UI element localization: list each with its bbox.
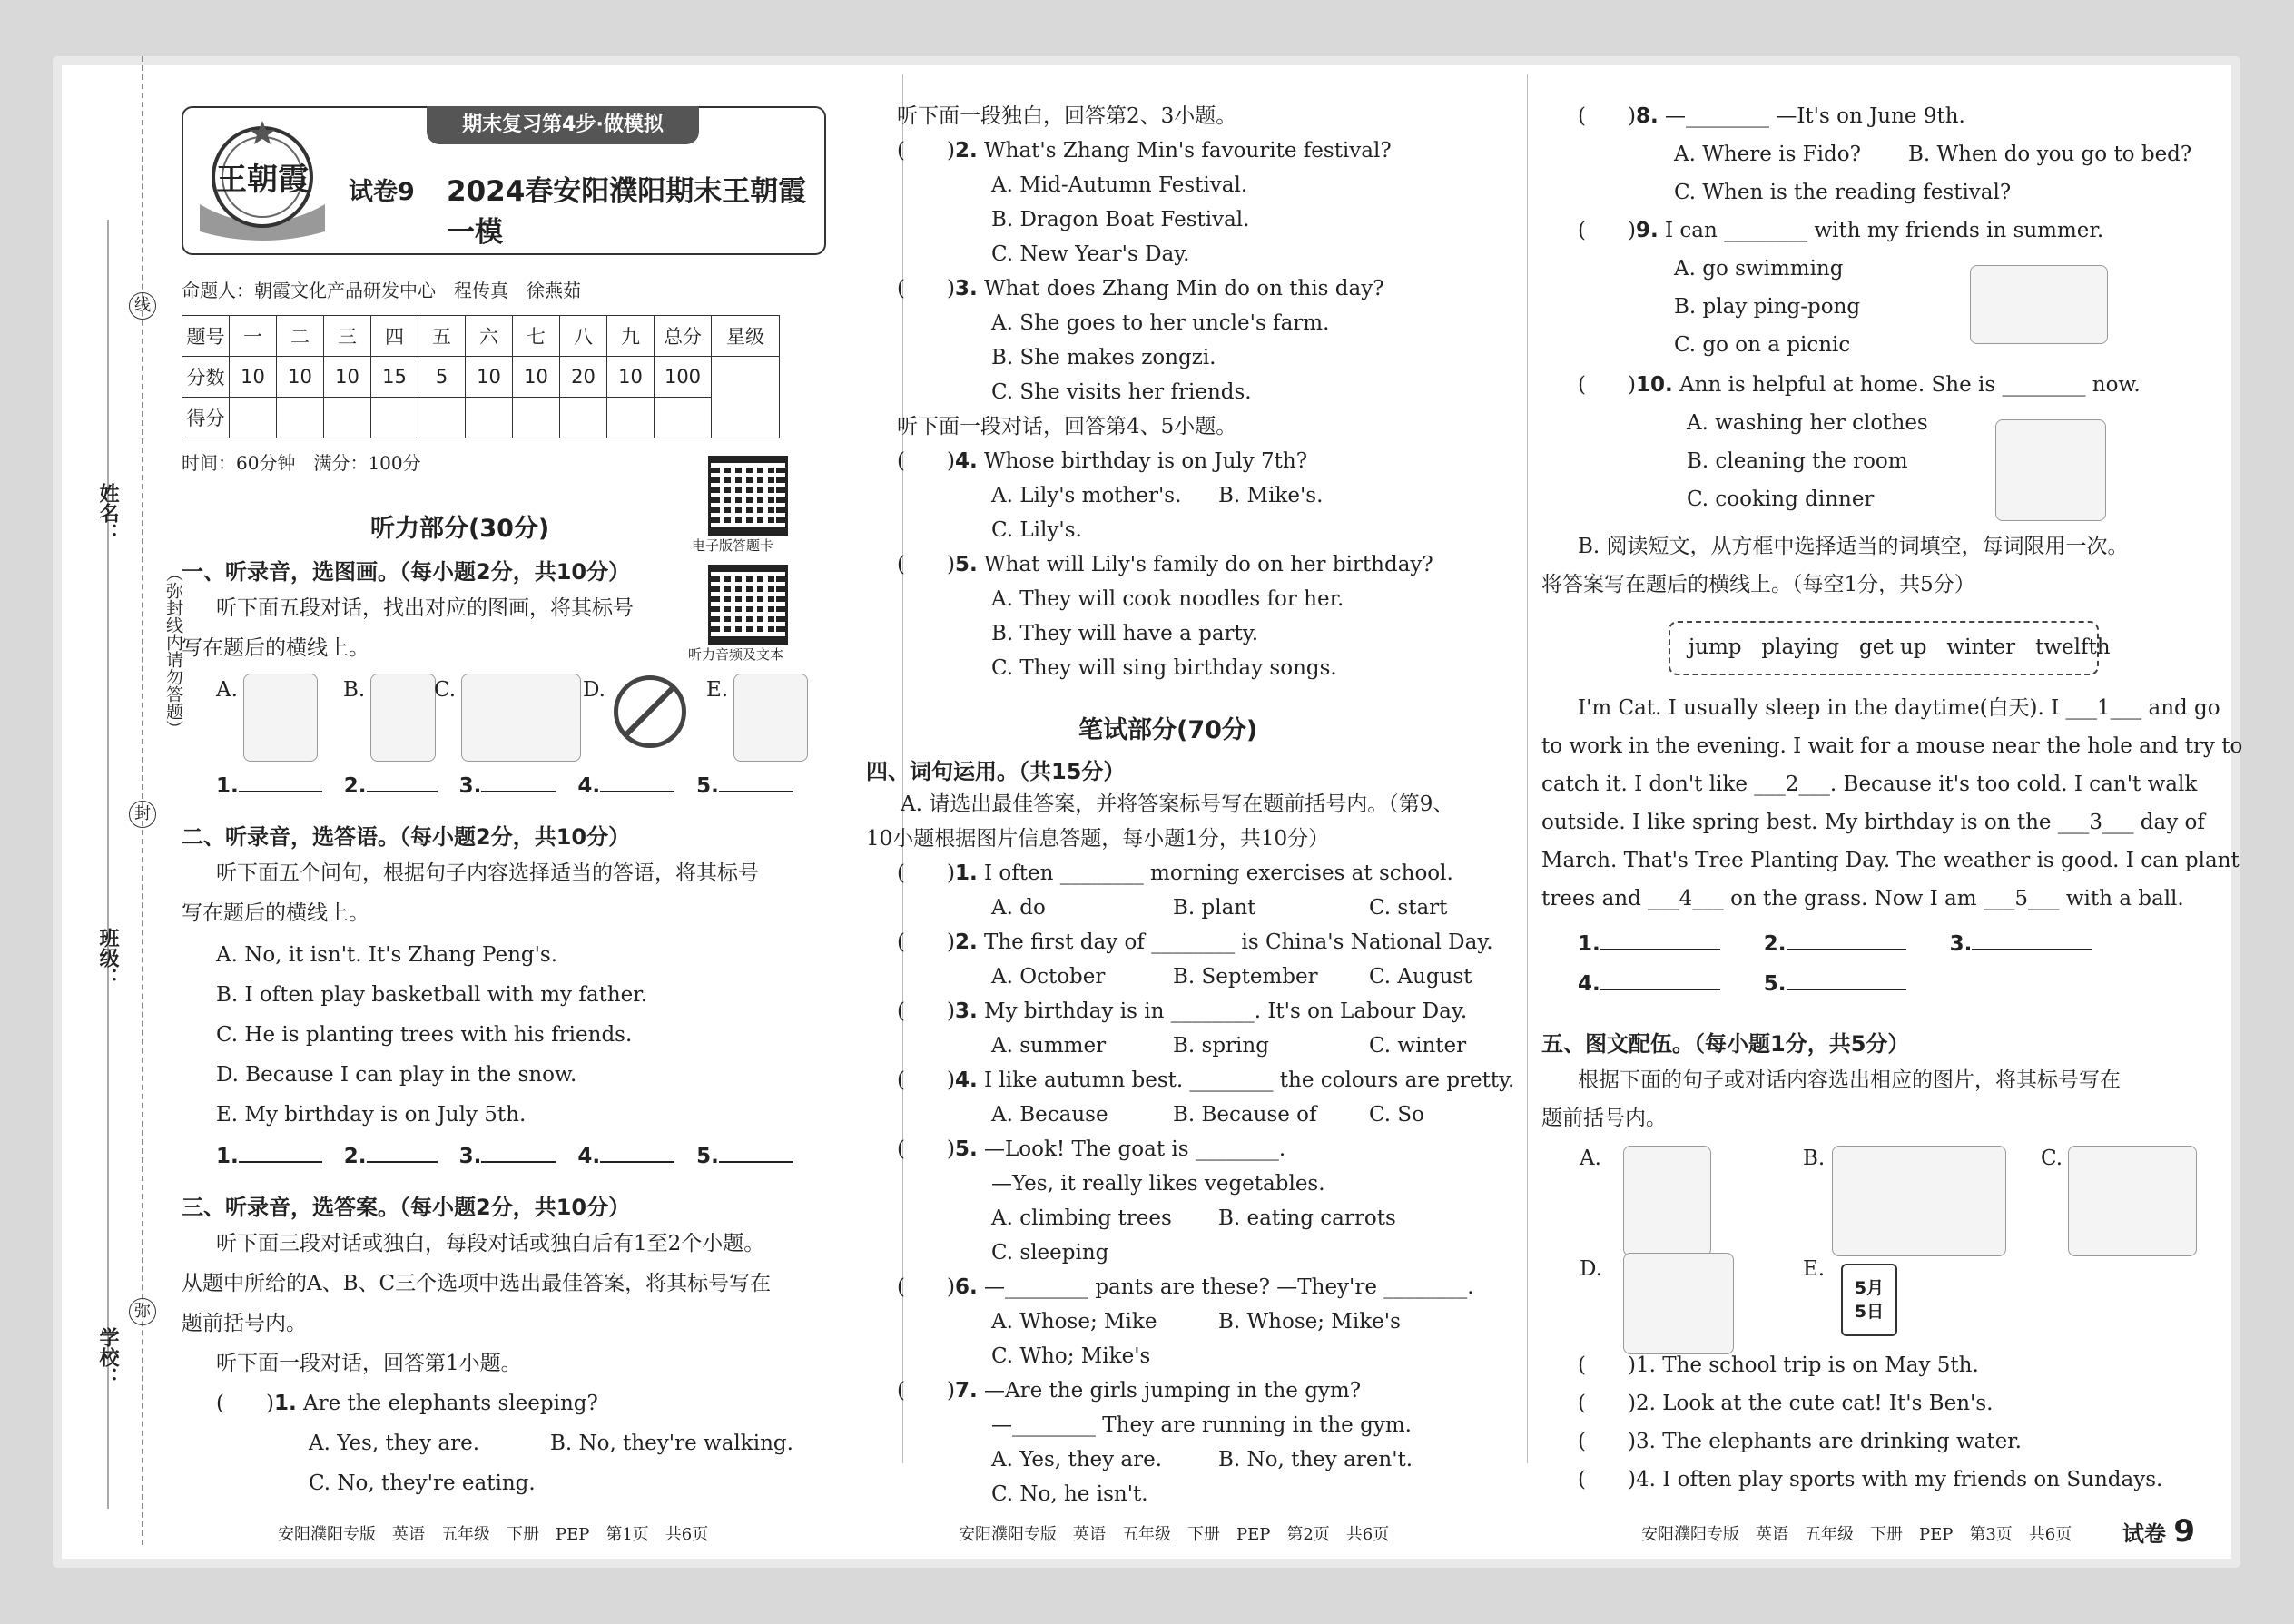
s3-option: C. She visits her friends. (991, 380, 1252, 404)
s4-q1: ( )1. I often ________ morning exercises at school. (897, 861, 1453, 885)
section5-desc: 根据下面的句子或对话内容选出相应的图片，将其标号写在 (1578, 1068, 2121, 1092)
pic-label: B. (343, 678, 366, 702)
s3-option: B. They will have a party. (991, 622, 1259, 645)
s4-option: B. When do you go to bed? (1908, 143, 2192, 166)
time-limit: 时间：60分钟 满分：100分 (182, 452, 421, 474)
s4-option: A. Where is Fido? (1674, 143, 1861, 166)
section2-desc: 听下面五个问句，根据句子内容选择适当的答语，将其标号 (216, 861, 759, 885)
passage-line: catch it. I don't like ___2___. Because it's too cold. I can't walk (1541, 773, 2198, 796)
pic-label: A. (216, 678, 238, 702)
no-smoking-icon (614, 675, 686, 748)
section4-title: 四、词句运用。（共15分） (866, 759, 1126, 784)
section3-desc: 从题中所给的A、B、C三个选项中选出最佳答案，将其标号写在 (182, 1272, 772, 1295)
pic-label: D. (583, 678, 605, 702)
seal-mi: 弥 (129, 1298, 156, 1325)
picture-a (243, 674, 318, 762)
partB-desc: B. 阅读短文，从方框中选择适当的词填空，每词限用一次。 (1578, 535, 2129, 558)
s4-q4: ( )4. I like autumn best. ________ the colours are pretty. (897, 1068, 1515, 1092)
s4-option: C. Who; Mike's (991, 1344, 1151, 1368)
picture-c (461, 674, 581, 762)
s4-option: B. play ping-pong (1674, 295, 1861, 319)
s4-option: B. spring (1173, 1034, 1269, 1058)
s4-q5-reply: —Yes, it really likes vegetables. (991, 1172, 1325, 1196)
pic-label: E. (706, 678, 729, 702)
s2-option: E. My birthday is on July 5th. (216, 1103, 527, 1127)
s4-q7: ( )7. —Are the girls jumping in the gym? (897, 1379, 1362, 1403)
s3-option: B. Mike's. (1218, 484, 1324, 507)
s3-option: A. Mid-Autumn Festival. (991, 173, 1248, 197)
cat-picture (1623, 1146, 1711, 1256)
s3-option: C. No, they're eating. (309, 1471, 536, 1495)
s4-option: C. cooking dinner (1687, 487, 1875, 511)
s3-option: C. Lily's. (991, 518, 1082, 542)
s4-option: A. Whose; Mike (991, 1310, 1157, 1334)
section2-desc: 写在题后的横线上。 (182, 901, 369, 925)
paper-tag: 试卷 9 (2122, 1513, 2196, 1550)
pic-label: B. (1803, 1147, 1826, 1170)
score-points-row: 分数 10 10 10 15 5 10 10 20 10 100 (182, 357, 780, 398)
qr2-caption: 听力音频及文本 (688, 646, 784, 663)
logo (191, 113, 334, 244)
column-separator (1527, 74, 1528, 1463)
s3-intro: 听下面一段对话，回答第4、5小题。 (897, 415, 1237, 438)
pic-label: A. (1580, 1147, 1601, 1170)
s5-q3: ( )3. The elephants are drinking water. (1578, 1430, 2022, 1453)
seal-feng: 封 (129, 801, 156, 828)
s4-option: C. sleeping (991, 1241, 1109, 1265)
passage-line: outside. I like spring best. My birthday is on the ___3___ day of (1541, 811, 2205, 834)
partB-desc: 将答案写在题后的横线上。（每空1分，共5分） (1541, 573, 1975, 596)
elephants-picture (2068, 1146, 2197, 1256)
pic-label: C. (434, 678, 457, 702)
section3-desc: 听下面三段对话或独白，每段对话或独白后有1至2个小题。 (216, 1232, 765, 1255)
section5-desc: 题前括号内。 (1541, 1107, 1667, 1130)
s3-option: C. New Year's Day. (991, 242, 1190, 266)
passage-line: trees and ___4___ on the grass. Now I am ___5___ with a ball. (1541, 887, 2184, 910)
s4-q7-reply: —________ They are running in the gym. (991, 1413, 1412, 1437)
trip-picture (1832, 1146, 2006, 1256)
picture-e (733, 674, 808, 762)
s4-option: C. No, he isn't. (991, 1482, 1148, 1506)
s3-option: B. No, they're walking. (550, 1432, 793, 1455)
qr-code-answer-card[interactable] (708, 456, 788, 536)
paper-title: 2024春安阳濮阳期末王朝霞一模 (447, 175, 807, 249)
s4-option: C. When is the reading festival? (1674, 181, 2012, 204)
s2-option: A. No, it isn't. It's Zhang Peng's. (216, 943, 558, 967)
picture-b (370, 674, 436, 762)
s4-option: A. summer (991, 1034, 1107, 1058)
partB-answer-line: 4. 5. (1578, 968, 1906, 1001)
school-label: 学校： (96, 1327, 119, 1387)
s3-option: C. They will sing birthday songs. (991, 656, 1337, 680)
footer-page1: 安阳濮阳专版 英语 五年级 下册 PEP 第1页 共6页 (278, 1525, 709, 1544)
s3-intro: 听下面一段对话，回答第1小题。 (216, 1352, 522, 1375)
s4-q8: ( )8. —________ —It's on June 9th. (1578, 104, 1965, 128)
section5-title: 五、图文配伍。（每小题1分，共5分） (1541, 1031, 1910, 1057)
exam-sheet (53, 56, 2243, 1568)
class-label: 班级： (96, 928, 119, 988)
s5-q2: ( )2. Look at the cute cat! It's Ben's. (1578, 1392, 1994, 1415)
s3-q2: ( )2. What's Zhang Min's favourite festival? (897, 139, 1392, 162)
s4-option: A. October (991, 965, 1106, 989)
pic-label: E. (1803, 1257, 1826, 1281)
section2-title: 二、听录音，选答语。（每小题2分，共10分） (182, 824, 631, 850)
s3-option: A. Yes, they are. (309, 1432, 480, 1455)
s4-q2: ( )2. The first day of ________ is China's National Day. (897, 930, 1493, 954)
s4-option: B. September (1173, 965, 1318, 989)
s3-q1: ( )1. Are the elephants sleeping? (216, 1392, 598, 1415)
s4-option: B. cleaning the room (1687, 449, 1908, 473)
calendar-icon: 5月5日 (1841, 1264, 1897, 1336)
s3-q5: ( )5. What will Lily's family do on her birthday? (897, 553, 1433, 576)
s4-q10: ( )10. Ann is helpful at home. She is ________ now. (1578, 373, 2141, 397)
s4-option: C. start (1369, 896, 1448, 920)
s4-option: A. climbing trees (991, 1206, 1172, 1230)
s3-option: A. They will cook noodles for her. (991, 587, 1344, 611)
s2-option: D. Because I can play in the snow. (216, 1063, 577, 1087)
word-list: jump playing get up winter twelfth (1689, 635, 2111, 659)
s3-q3: ( )3. What does Zhang Min do on this day? (897, 277, 1384, 300)
paper-number: 试卷9 (349, 178, 415, 206)
s3-option: B. Dragon Boat Festival. (991, 208, 1250, 231)
sports-picture (1623, 1253, 1734, 1354)
s1-answer-line: 1. 2. 3. 4. 5. (216, 770, 793, 803)
section1-desc: 听下面五段对话，找出对应的图画，将其标号 (216, 596, 634, 620)
s5-q4: ( )4. I often play sports with my friends on Sundays. (1578, 1468, 2163, 1491)
banner: 期末复习第4步·做模拟 (427, 106, 699, 144)
s4-q3: ( )3. My birthday is in ________. It's on Labour Day. (897, 999, 1468, 1023)
swimming-picture (1970, 265, 2108, 344)
s4-q5: ( )5. —Look! The goat is ________. (897, 1137, 1286, 1161)
s2-option: C. He is planting trees with his friends. (216, 1023, 633, 1047)
word-box (1669, 621, 2111, 675)
s4-option: A. washing her clothes (1687, 411, 1928, 435)
section4-desc: 10小题根据图片信息答题，每小题1分，共10分） (866, 827, 1330, 851)
listening-title: 听力部分(30分) (370, 515, 550, 543)
s3-q4: ( )4. Whose birthday is on July 7th? (897, 449, 1308, 473)
s3-intro: 听下面一段独白，回答第2、3小题。 (897, 104, 1237, 128)
name-label: 姓名： (96, 483, 119, 543)
s4-option: C. go on a picnic (1674, 333, 1851, 357)
score-got-row: 得分 (182, 398, 780, 438)
pic-label: D. (1580, 1257, 1602, 1281)
footer-page2: 安阳濮阳专版 英语 五年级 下册 PEP 第2页 共6页 (959, 1525, 1390, 1544)
s4-option: C. So (1369, 1103, 1425, 1127)
s4-option: A. Yes, they are. (991, 1448, 1163, 1471)
footer-page3: 安阳濮阳专版 英语 五年级 下册 PEP 第3页 共6页 (1641, 1525, 2072, 1544)
passage-line: March. That's Tree Planting Day. The weather is good. I can plant (1541, 849, 2240, 872)
section3-title: 三、听录音，选答案。（每小题2分，共10分） (182, 1195, 631, 1220)
section1-title: 一、听录音，选图画。（每小题2分，共10分） (182, 559, 631, 585)
s3-option: B. She makes zongzi. (991, 346, 1216, 369)
s4-q9: ( )9. I can ________ with my friends in summer. (1578, 219, 2104, 242)
qr-code-audio[interactable] (708, 565, 788, 645)
s4-option: B. No, they aren't. (1218, 1448, 1413, 1471)
s2-answer-line: 1. 2. 3. 4. 5. (216, 1140, 793, 1174)
writing-title: 笔试部分(70分) (1078, 716, 1258, 744)
seal-xian: 线 (129, 292, 156, 320)
s3-option: A. Lily's mother's. (991, 484, 1182, 507)
header-box (182, 106, 826, 255)
s4-option: A. go swimming (1674, 257, 1844, 281)
qr1-caption: 电子版答题卡 (692, 537, 774, 554)
s5-q1: ( )1. The school trip is on May 5th. (1578, 1353, 1979, 1377)
partB-answer-line: 1. 2. 3. (1578, 928, 2092, 961)
binding-rule (107, 220, 109, 1509)
s4-option: A. do (991, 896, 1046, 920)
passage-line: I'm Cat. I usually sleep in the daytime(白天). I ___1___ and go (1578, 696, 2220, 720)
s4-option: B. Because of (1173, 1103, 1317, 1127)
s4-option: B. Whose; Mike's (1218, 1310, 1401, 1334)
s4-option: A. Because (991, 1103, 1108, 1127)
binding-note: （弥封线内请勿答题） (163, 565, 183, 737)
score-table (182, 315, 780, 438)
passage-line: to work in the evening. I wait for a mouse near the hole and try to (1541, 734, 2243, 758)
s4-q6: ( )6. —________ pants are these? —They're ________. (897, 1275, 1474, 1299)
score-header-row: 题号 一 二 三 四 五 六 七 八 九 总分 星级 (182, 316, 780, 357)
section3-desc: 题前括号内。 (182, 1312, 307, 1335)
s3-option: A. She goes to her uncle's farm. (991, 311, 1330, 335)
svg-text:王朝霞: 王朝霞 (216, 162, 309, 198)
cleaning-picture (1995, 419, 2106, 521)
s4-option: C. August (1369, 965, 1472, 989)
s4-option: B. eating carrots (1218, 1206, 1396, 1230)
authors: 命题人：朝霞文化产品研发中心 程传真 徐燕茹 (182, 280, 581, 301)
s4-option: C. winter (1369, 1034, 1467, 1058)
s2-option: B. I often play basketball with my father. (216, 983, 648, 1007)
s4-option: B. plant (1173, 896, 1256, 920)
section4-desc: A. 请选出最佳答案，并将答案标号写在题前括号内。（第9、 (901, 792, 1454, 816)
section1-desc: 写在题后的横线上。 (182, 636, 369, 660)
pic-label: C. (2041, 1147, 2063, 1170)
